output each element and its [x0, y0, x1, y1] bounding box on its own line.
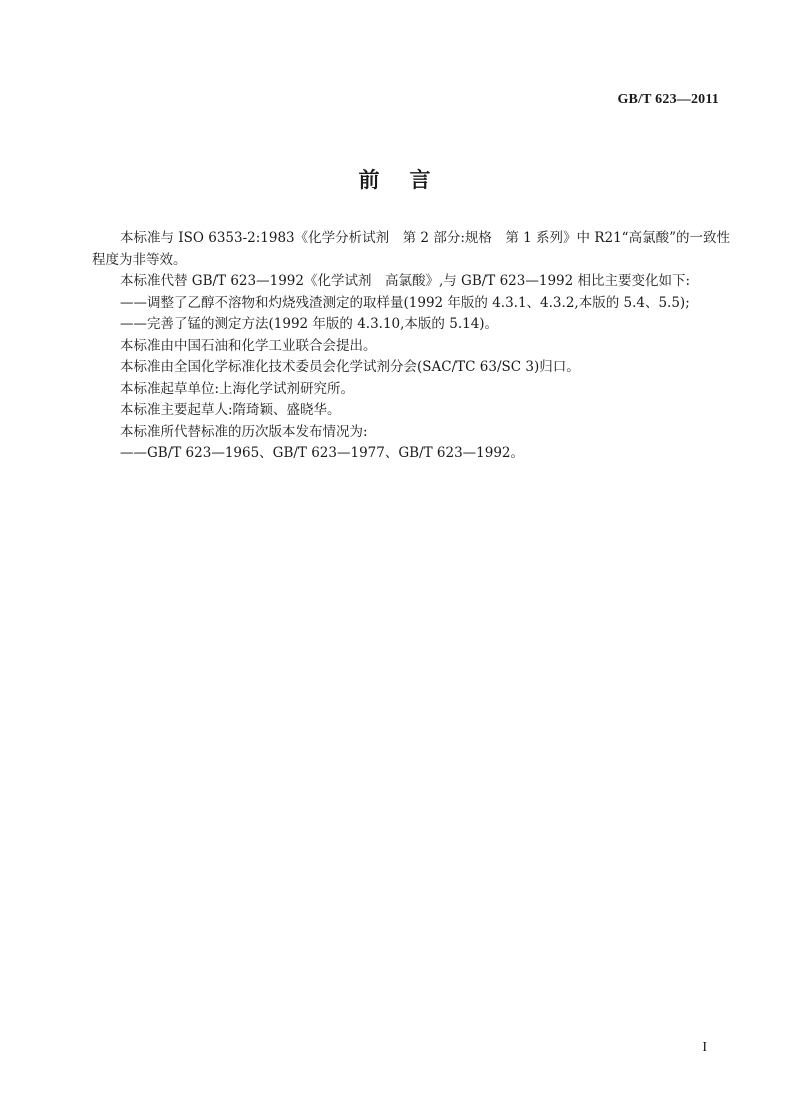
- paragraph-replaces: 本标准代替 GB/T 623—1992《化学试剂 高氯酸》,与 GB/T 623—1992 相比主要变化如下:: [120, 273, 691, 289]
- history-item-versions: ——GB/T 623—1965、GB/T 623—1977、GB/T 623—1992。: [120, 445, 525, 461]
- paragraph-proposed-by: 本标准由中国石油和化学工业联合会提出。: [120, 337, 377, 354]
- change-item-manganese: ——完善了锰的测定方法(1992 年版的 4.3.10,本版的 5.14)。: [120, 316, 499, 332]
- paragraph-centralized-by: 本标准由全国化学标准化技术委员会化学试剂分会(SAC/TC 63/SC 3)归口。: [120, 359, 580, 375]
- paragraph-consistency-cont: 程度为非等效。: [92, 251, 187, 268]
- paragraph-drafters: 本标准主要起草人:隋琦颖、盛晓华。: [120, 402, 341, 418]
- standard-code: GB/T 623—2011: [617, 92, 719, 107]
- page-title: 前言: [358, 168, 461, 192]
- paragraph-consistency: 本标准与 ISO 6353-2:1983《化学分析试剂 第 2 部分:规格 第 1 系列》中 R21“高氯酸”的一致性: [120, 230, 730, 246]
- paragraph-drafting-unit: 本标准起草单位:上海化学试剂研究所。: [120, 380, 355, 397]
- change-item-sampling: ——调整了乙醇不溶物和灼烧残渣测定的取样量(1992 年版的 4.3.1、4.3.2,本版的 5.4、5.5);: [120, 294, 690, 311]
- preface-body: [92, 228, 752, 465]
- page-number: I: [702, 1040, 707, 1055]
- paragraph-history-intro: 本标准所代替标准的历次版本发布情况为:: [120, 423, 368, 440]
